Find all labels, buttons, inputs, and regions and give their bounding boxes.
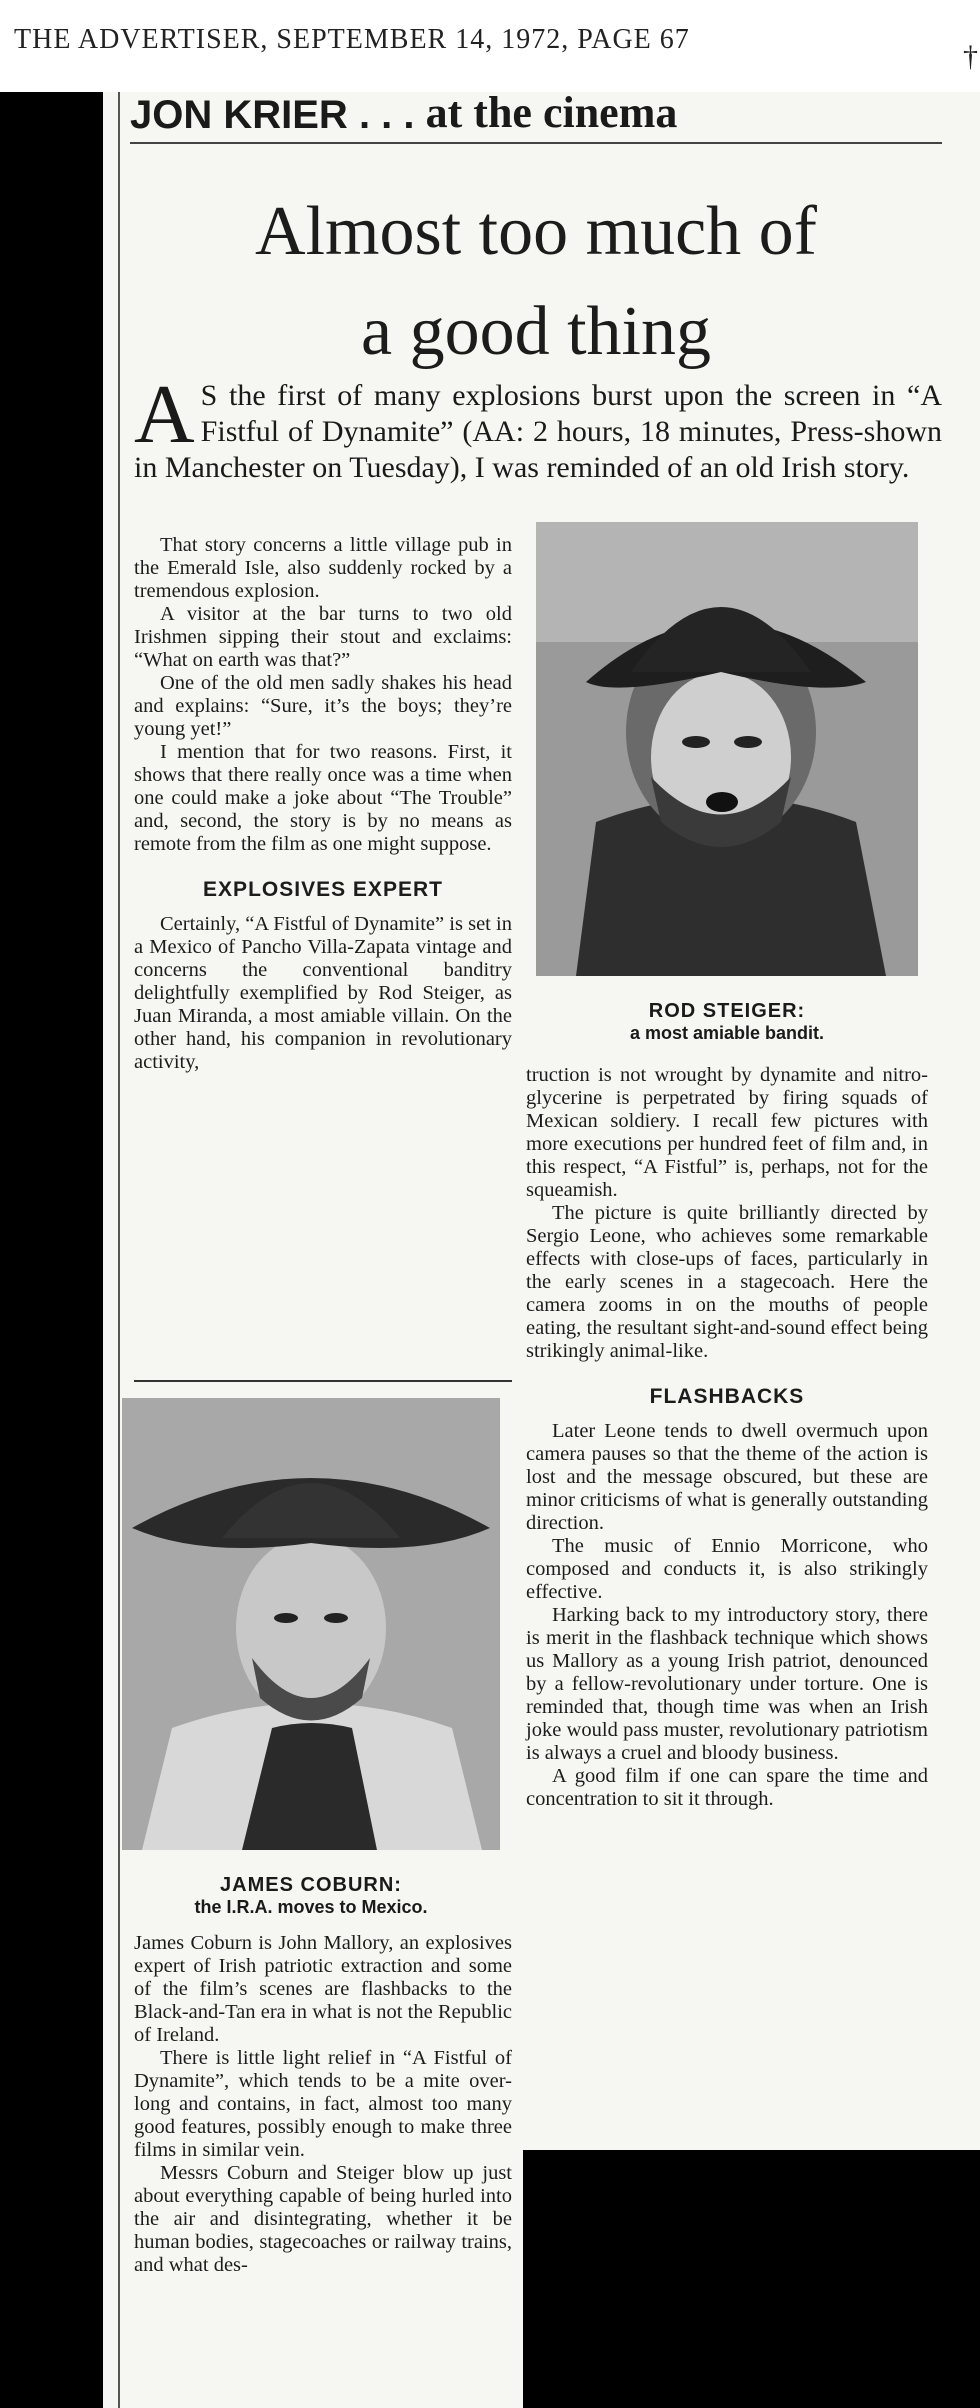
headline-line-2: a good thing	[361, 293, 711, 370]
column-2	[526, 1064, 928, 1811]
headline-line-1: Almost too much of	[255, 193, 817, 270]
lede-text: S the first of many explosions burst upon the screen in “A Fistful of Dynamite” (AA: 2 hours, 18 minutes, Press-shown in Manchester on Tuesday), I was reminded of an old Irish story.	[134, 379, 942, 484]
column-1-upper	[134, 534, 512, 1074]
photo-rod-steiger	[536, 522, 918, 976]
column-1-lower	[134, 1932, 512, 2277]
byline-rest: at the cinema	[425, 88, 678, 137]
masthead: THE ADVERTISER, SEPTEMBER 14, 1972, PAGE 67	[14, 24, 690, 55]
caption-line: a most amiable bandit.	[629, 1023, 825, 1043]
margin-mark: †	[963, 40, 978, 73]
caption-name: ROD STEIGER:	[648, 1000, 806, 1022]
headline	[130, 182, 942, 382]
steiger-portrait-image	[536, 522, 918, 976]
byline-kicker	[130, 88, 942, 144]
subhead-explosives-expert: EXPLOSIVES EXPERT	[203, 878, 443, 901]
drop-cap: A	[134, 368, 195, 461]
paragraph: Harking back to my introductory story, there is merit in the flashback technique which shows us Mallory as a young Irish patriot, denounced by a fellow-revolutionary under torture. One is reminded that, though time was when an Irish joke would pass muster, revolutionary patriotism is always a cruel and bloody business.	[526, 1604, 928, 1764]
paragraph: Messrs Coburn and Steiger blow up just about everything capable of being hurled into the air and disintegrating, whether it be human bodies, stagecoaches or railway trains, and what des-	[134, 2162, 512, 2276]
caption-rod-steiger	[536, 1000, 918, 1044]
paragraph: James Coburn is John Mallory, an explosives expert of Irish patriotic extraction and some of the film’s scenes are flashbacks to the Black-and-Tan era in what is not the Republic of Ireland.	[134, 1932, 512, 2046]
caption-name: JAMES COBURN:	[220, 1874, 402, 1896]
paragraph: The music of Ennio Morricone, who composed and conducts it, is also strikingly effective.	[526, 1535, 928, 1603]
paragraph: That story concerns a little village pub in the Emerald Isle, also suddenly rocked by a tremendous explosion.	[134, 534, 512, 602]
byline-author: JON KRIER	[130, 93, 348, 137]
paragraph: Certainly, “A Fistful of Dynamite” is set in a Mexico of Pancho Villa-Zapata vintage and concerns the conventional banditry delightfully exemplified by Rod Steiger, as Juan Miranda, a most amiable villain. On the other hand, his companion in revolutionary activity,	[134, 913, 512, 1073]
photo-james-coburn	[122, 1398, 500, 1850]
divider	[134, 1380, 512, 1382]
paragraph: I mention that for two reasons. First, it shows that there really once was a time when one could make a joke about “The Trouble” and, second, the story is by no means as remote from the film as one might suppose.	[134, 741, 512, 855]
column-rule	[118, 92, 120, 2408]
subhead-flashbacks: FLASHBACKS	[649, 1385, 805, 1408]
coburn-portrait-image	[122, 1398, 500, 1850]
byline-dots: . . .	[358, 93, 415, 137]
paragraph: A visitor at the bar turns to two old Irishmen sipping their stout and exclaims: “What on earth was that?”	[134, 603, 512, 671]
paragraph: One of the old men sadly shakes his head and explains: “Sure, it’s the boys; they’re young yet!”	[134, 672, 512, 740]
paragraph: Later Leone tends to dwell overmuch upon camera pauses so that the theme of the action is lost and the message obscured, but these are minor criticisms of what is generally outstanding direction.	[526, 1420, 928, 1534]
paragraph: The picture is quite brilliantly directed by Sergio Leone, who achieves some remarkable effects with close-ups of faces, particularly in the early scenes in a stagecoach. Here the camera zooms in on the mouths of people eating, the resultant sight-and-sound effect being strikingly animal-like.	[526, 1202, 928, 1362]
lede-paragraph	[134, 368, 942, 486]
paragraph: A good film if one can spare the time and concentration to sit it through.	[526, 1765, 928, 1810]
paragraph: truction is not wrought by dynamite and nitro-glycerine is perpetrated by firing squads of Mexican soldiery. I recall few pictures with more executions per hundred feet of film and, in this respect, “A Fistful” is, perhaps, not for the squeamish.	[526, 1064, 928, 1201]
caption-james-coburn	[122, 1874, 500, 1918]
paragraph: There is little light relief in “A Fistful of Dynamite”, which tends to be a mite over-long and contains, in fact, almost too many good features, possibly enough to make three films in similar vein.	[134, 2047, 512, 2161]
caption-line: the I.R.A. moves to Mexico.	[194, 1897, 428, 1917]
